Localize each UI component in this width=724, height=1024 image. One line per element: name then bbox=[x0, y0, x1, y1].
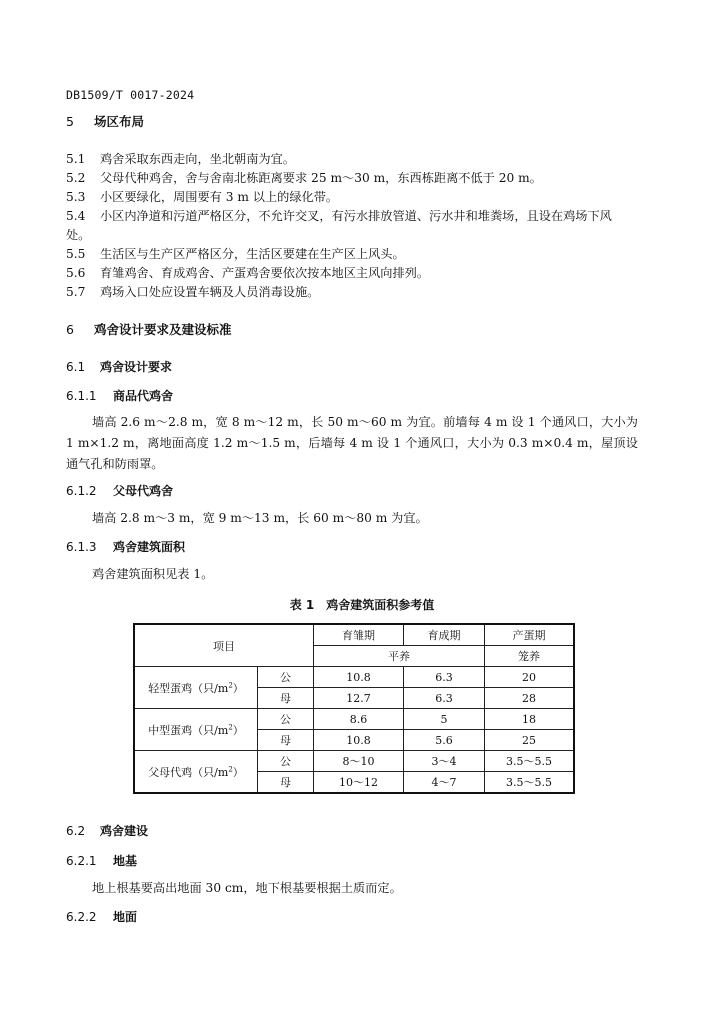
value-cell: 10.8 bbox=[314, 730, 404, 751]
value-cell: 3～4 bbox=[404, 751, 485, 772]
section-6-2-1-text: 地上根基要高出地面 30 cm，地下根基要根据土质而定。 bbox=[92, 881, 402, 895]
clause-text: 鸡场入口处应设置车辆及人员消毒设施。 bbox=[100, 285, 320, 299]
group-label-close: ） bbox=[232, 723, 244, 737]
section-6-1-2-heading bbox=[66, 482, 173, 499]
table-caption: 表 1 鸡舍建筑面积参考值 bbox=[289, 598, 435, 612]
section-number: 6.1 bbox=[66, 360, 86, 374]
clause-number: 5.7 bbox=[66, 285, 86, 299]
clause-text: 父母代种鸡舍，舍与舍南北栋距离要求 25 m～30 m，东西栋距离不低于 20 m。 bbox=[100, 171, 542, 185]
value-cell: 5.6 bbox=[404, 730, 485, 751]
clause-5-4 bbox=[66, 207, 612, 224]
value-cell: 28 bbox=[485, 688, 575, 709]
value-cell: 4～7 bbox=[404, 772, 485, 794]
clause-5-4-continuation: 处。 bbox=[66, 228, 91, 242]
sex-cell: 公 bbox=[258, 667, 314, 688]
group-label-close: ） bbox=[232, 765, 244, 779]
clause-text: 小区要绿化，周围要有 3 m 以上的绿化带。 bbox=[100, 190, 339, 204]
group-label bbox=[134, 709, 258, 751]
section-title: 地基 bbox=[113, 854, 138, 868]
clause-number: 5.4 bbox=[66, 209, 86, 223]
value-cell: 5 bbox=[404, 709, 485, 730]
section-number: 6.1.2 bbox=[66, 484, 97, 498]
section-6-2-2-heading bbox=[66, 908, 137, 925]
section-6-heading bbox=[66, 320, 232, 338]
sex-cell: 公 bbox=[258, 751, 314, 772]
unit-exponent: 2 bbox=[228, 764, 233, 773]
section-title: 鸡舍设计要求及建设标准 bbox=[94, 322, 232, 337]
section-title: 地面 bbox=[113, 910, 138, 924]
clause-text: 生活区与生产区严格区分，生活区要建在生产区上风头。 bbox=[100, 247, 405, 261]
clause-text: 鸡舍采取东西走向，坐北朝南为宜。 bbox=[100, 152, 295, 166]
value-cell: 10.8 bbox=[314, 667, 404, 688]
document-code: DB1509/T 0017-2024 bbox=[66, 88, 195, 102]
table-row bbox=[134, 751, 574, 772]
group-label-close: ） bbox=[232, 681, 244, 695]
section-number: 6.2.2 bbox=[66, 910, 97, 924]
value-cell: 25 bbox=[485, 730, 575, 751]
value-cell: 12.7 bbox=[314, 688, 404, 709]
clause-number: 5.2 bbox=[66, 171, 86, 185]
sex-cell: 母 bbox=[258, 688, 314, 709]
section-6-2-1-heading bbox=[66, 852, 137, 869]
header-item-cell: 项目 bbox=[134, 624, 314, 667]
section-title: 鸡舍设计要求 bbox=[100, 360, 173, 374]
value-cell: 3.5～5.5 bbox=[485, 772, 575, 794]
clause-number: 5.1 bbox=[66, 152, 86, 166]
clause-text: 育雏鸡舍、育成鸡舍、产蛋鸡舍要依次按本地区主风向排列。 bbox=[100, 266, 430, 280]
header-stage-laying: 产蛋期 bbox=[485, 624, 575, 646]
clause-number: 5.5 bbox=[66, 247, 86, 261]
area-reference-table bbox=[133, 623, 575, 794]
section-6-1-3-text: 鸡舍建筑面积见表 1。 bbox=[92, 567, 214, 581]
clause-5-6 bbox=[66, 264, 429, 281]
section-number: 6.1.1 bbox=[66, 389, 97, 403]
group-label-text: 中型蛋鸡（只/m bbox=[148, 723, 229, 737]
clause-5-1 bbox=[66, 150, 295, 167]
value-cell: 6.3 bbox=[404, 667, 485, 688]
clause-number: 5.6 bbox=[66, 266, 86, 280]
value-cell: 3.5～5.5 bbox=[485, 751, 575, 772]
header-stage-brooding: 育雏期 bbox=[314, 624, 404, 646]
section-number: 6.2 bbox=[66, 824, 86, 838]
table-header-row bbox=[134, 624, 574, 646]
section-title: 鸡舍建设 bbox=[100, 824, 149, 838]
section-6-1-heading bbox=[66, 358, 172, 375]
clause-5-3 bbox=[66, 188, 338, 205]
sex-cell: 母 bbox=[258, 772, 314, 794]
value-cell: 8～10 bbox=[314, 751, 404, 772]
value-cell: 20 bbox=[485, 667, 575, 688]
value-cell: 6.3 bbox=[404, 688, 485, 709]
section-6-1-1-heading bbox=[66, 387, 173, 404]
section-title: 商品代鸡舍 bbox=[113, 389, 174, 403]
table-row bbox=[134, 709, 574, 730]
section-6-1-1-text: 墙高 2.6 m～2.8 m，宽 8 m～12 m，长 50 m～60 m 为宜。前墙每 4 m 设 1 个通风口，大小为 1 m×1.2 m，离地面高度 1.2 m～1.5 m，后墙每 4 m 设 1 个通风口，大小为 0.3 m×0.4 m，屋顶设通气孔和防雨罩。 bbox=[66, 415, 638, 471]
unit-exponent: 2 bbox=[228, 680, 233, 689]
section-6-1-2-text: 墙高 2.8 m～3 m，宽 9 m～13 m，长 60 m～80 m 为宜。 bbox=[92, 511, 428, 525]
value-cell: 8.6 bbox=[314, 709, 404, 730]
clause-5-5 bbox=[66, 245, 405, 262]
section-title: 父母代鸡舍 bbox=[113, 484, 174, 498]
section-number: 6 bbox=[66, 322, 74, 337]
value-cell: 18 bbox=[485, 709, 575, 730]
sex-cell: 母 bbox=[258, 730, 314, 751]
group-label bbox=[134, 667, 258, 709]
section-number: 6.1.3 bbox=[66, 540, 97, 554]
header-method-floor: 平养 bbox=[314, 646, 485, 667]
section-title: 场区布局 bbox=[94, 114, 145, 129]
clause-text: 小区内净道和污道严格区分，不允许交叉，有污水排放管道、污水井和堆粪场，且设在鸡场下风 bbox=[100, 209, 612, 223]
group-label-text: 父母代鸡（只/m bbox=[148, 765, 229, 779]
sex-cell: 公 bbox=[258, 709, 314, 730]
unit-exponent: 2 bbox=[228, 722, 233, 731]
table-row bbox=[134, 667, 574, 688]
value-cell: 10～12 bbox=[314, 772, 404, 794]
group-label-text: 轻型蛋鸡（只/m bbox=[148, 681, 229, 695]
group-label bbox=[134, 751, 258, 794]
section-number: 5 bbox=[66, 114, 74, 129]
section-6-2-heading bbox=[66, 822, 148, 839]
clause-5-2 bbox=[66, 169, 542, 186]
section-title: 鸡舍建筑面积 bbox=[113, 540, 186, 554]
header-method-cage: 笼养 bbox=[485, 646, 575, 667]
header-stage-growing: 育成期 bbox=[404, 624, 485, 646]
clause-number: 5.3 bbox=[66, 190, 86, 204]
section-number: 6.2.1 bbox=[66, 854, 97, 868]
section-6-1-3-heading bbox=[66, 538, 185, 555]
clause-5-7 bbox=[66, 283, 319, 300]
section-5-heading bbox=[66, 112, 144, 130]
